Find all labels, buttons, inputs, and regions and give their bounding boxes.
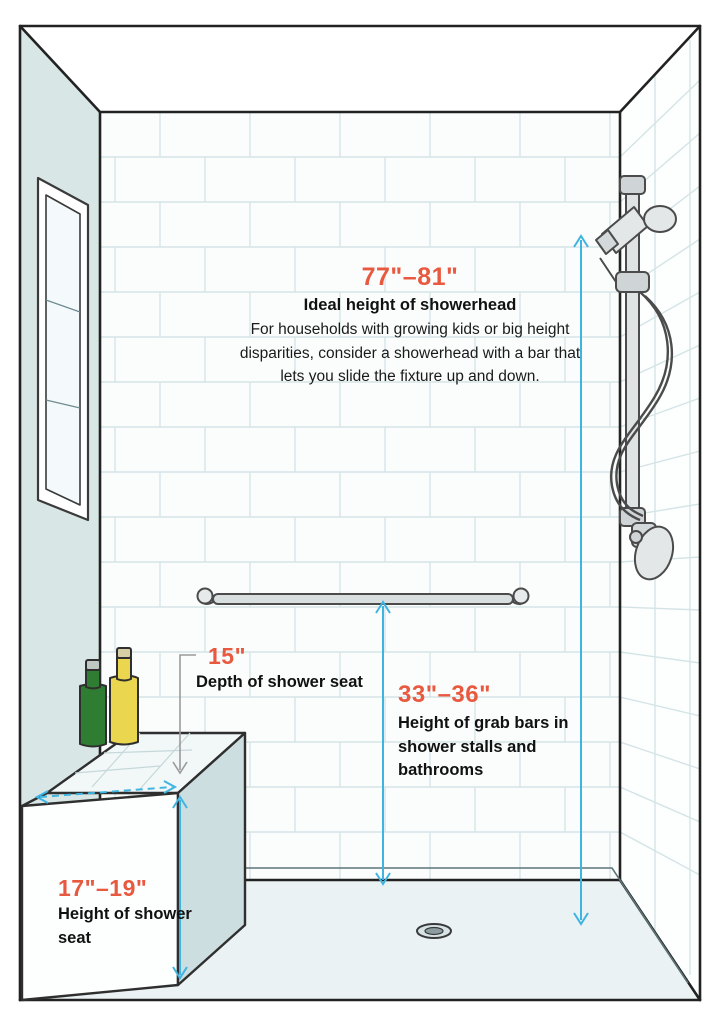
grab-bar-label: Height of grab bars in shower stalls and bathrooms <box>398 714 569 779</box>
floor-drain-icon <box>417 924 451 938</box>
annotation-seat-height <box>58 874 218 950</box>
seat-height-value: 17"–19" <box>58 875 148 901</box>
annotation-seat-depth <box>196 642 376 695</box>
seat-depth-value: 15" <box>208 643 246 669</box>
showerhead-description: For households with growing kids or big height disparities, consider a showerhead with a bar that lets you slide the fixture up and down. <box>239 321 581 385</box>
annotation-grab-bars <box>398 680 598 783</box>
annotation-showerhead <box>236 262 584 389</box>
window <box>38 178 88 520</box>
showerhead-label: Ideal height of showerhead <box>303 296 517 314</box>
showerhead-value: 77"–81" <box>361 263 459 291</box>
grab-bar-value: 33"–36" <box>398 681 491 708</box>
seat-depth-label: Depth of shower seat <box>196 673 363 691</box>
seat-height-label: Height of shower seat <box>58 905 192 947</box>
